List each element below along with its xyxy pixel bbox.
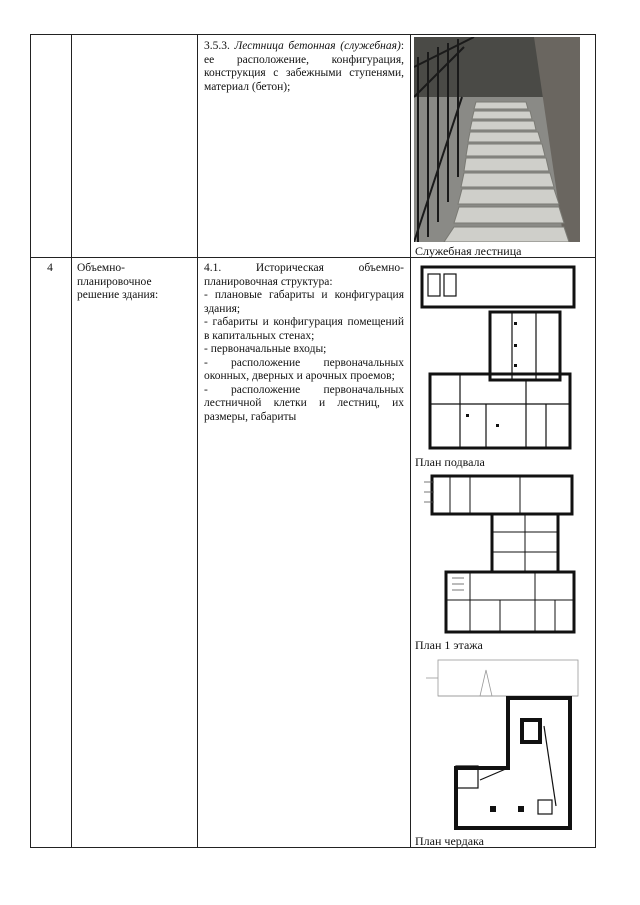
image-caption: План 1 этажа xyxy=(415,638,483,652)
col-border-1 xyxy=(71,34,72,848)
table-bottom-border xyxy=(30,847,596,848)
table-top-border xyxy=(30,34,596,35)
col-border-2 xyxy=(197,34,198,848)
first-floor-plan xyxy=(420,472,578,636)
col-border-right xyxy=(595,34,596,848)
structure-item: - первоначальные входы; xyxy=(204,343,327,355)
structure-description xyxy=(204,262,404,424)
attic-plan xyxy=(420,656,584,834)
image-caption: План подвала xyxy=(415,455,485,469)
col-border-3 xyxy=(410,34,411,848)
section-title: Объемно-планировочное решение здания: xyxy=(77,262,159,301)
clause-rest: : ее расположение, конфигурация, конструкция с забежными ступенями, материал (бетон); xyxy=(204,40,405,93)
col-border-left xyxy=(30,34,31,848)
image-caption: План чердака xyxy=(415,834,485,848)
clause-number: 3.5.3. xyxy=(204,40,230,52)
clause-italic-title: Лестница бетонная (служебная) xyxy=(234,40,401,52)
image-caption: Служебная лестница xyxy=(415,244,522,258)
row-number: 4 xyxy=(47,262,53,274)
stair-photo xyxy=(414,37,580,242)
structure-item: - расположение первоначальных лестничной клетки и лестниц, их размеры, габариты xyxy=(204,383,404,423)
stair-description xyxy=(204,40,404,94)
structure-item: - расположение первоначальных оконных, дверных и арочных проемов; xyxy=(204,356,404,382)
structure-item: - габариты и конфигурация помещений в капитальных стенах; xyxy=(204,316,404,342)
structure-heading: 4.1. Историческая объемно-планировочная структура: xyxy=(204,262,404,288)
basement-plan xyxy=(416,264,580,452)
structure-item: - плановые габариты и конфигурация здания; xyxy=(204,289,404,315)
